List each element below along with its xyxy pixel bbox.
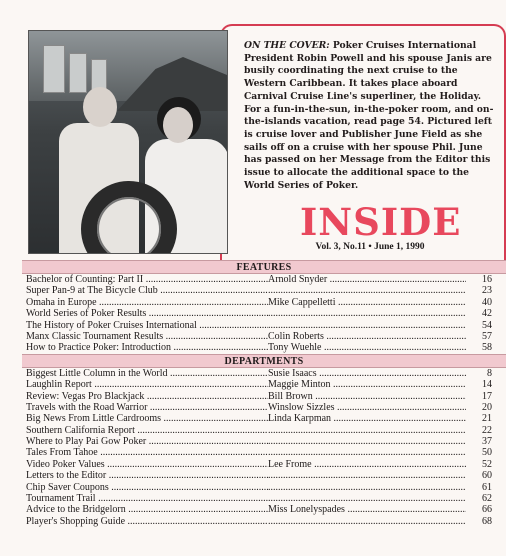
toc-title: Tales From Tahoe ..... bbox=[26, 447, 268, 458]
toc-page: 68 bbox=[466, 516, 492, 527]
toc-page: 50 bbox=[466, 447, 492, 458]
issue-line: Vol. 3, No.11 • June 1, 1990 bbox=[315, 242, 425, 252]
toc-author: Bill Brown ..... bbox=[268, 391, 490, 402]
toc-row bbox=[22, 436, 506, 447]
toc-author bbox=[268, 493, 490, 504]
toc-page: 40 bbox=[466, 297, 492, 308]
toc-title: Review: Vegas Pro Blackjack ..... bbox=[26, 391, 268, 402]
toc-author: Mike Cappelletti ..... bbox=[268, 297, 490, 308]
cover-photo bbox=[28, 30, 228, 254]
toc-row bbox=[22, 320, 506, 331]
toc-title: How to Practice Poker: Introduction ..... bbox=[26, 342, 268, 353]
photo-building bbox=[69, 53, 87, 93]
toc-author bbox=[268, 447, 490, 458]
toc-row bbox=[22, 308, 506, 319]
toc-row bbox=[22, 402, 506, 413]
toc-row bbox=[22, 331, 506, 342]
cover-caption bbox=[244, 40, 500, 192]
toc-row bbox=[22, 447, 506, 458]
photo-woman-head bbox=[163, 107, 193, 143]
toc-row bbox=[22, 504, 506, 515]
toc-page: 57 bbox=[466, 331, 492, 342]
toc-title: Travels with the Road Warrior ..... bbox=[26, 402, 268, 413]
features-list bbox=[22, 274, 506, 354]
toc-author bbox=[268, 436, 490, 447]
toc-row bbox=[22, 285, 506, 296]
toc-author: Linda Karpman ..... bbox=[268, 413, 490, 424]
table-of-contents bbox=[22, 260, 506, 527]
toc-page: 8 bbox=[466, 368, 492, 379]
toc-title: Where to Play Pai Gow Poker ..... bbox=[26, 436, 268, 447]
toc-page: 22 bbox=[466, 425, 492, 436]
toc-author: Maggie Minton ..... bbox=[268, 379, 490, 390]
departments-heading: DEPARTMENTS bbox=[22, 354, 506, 368]
toc-row bbox=[22, 482, 506, 493]
toc-author bbox=[268, 516, 490, 527]
toc-title: Super Pan-9 at The Bicycle Club ..... bbox=[26, 285, 268, 296]
toc-page: 60 bbox=[466, 470, 492, 481]
toc-page: 37 bbox=[466, 436, 492, 447]
photo-man-head bbox=[83, 87, 117, 127]
toc-author bbox=[268, 482, 490, 493]
toc-author: Colin Roberts ..... bbox=[268, 331, 490, 342]
toc-title: Chip Saver Coupons ..... bbox=[26, 482, 268, 493]
toc-row bbox=[22, 459, 506, 470]
toc-title: The History of Poker Cruises International ..... bbox=[26, 320, 268, 331]
toc-author: Tony Wuehle ..... bbox=[268, 342, 490, 353]
toc-title: Laughlin Report ..... bbox=[26, 379, 268, 390]
toc-page: 42 bbox=[466, 308, 492, 319]
toc-row bbox=[22, 413, 506, 424]
toc-title: Bachelor of Counting: Part II ..... bbox=[26, 274, 268, 285]
toc-author: Susie Isaacs ..... bbox=[268, 368, 490, 379]
toc-page: 20 bbox=[466, 402, 492, 413]
toc-title: Letters to the Editor ..... bbox=[26, 470, 268, 481]
toc-page: 58 bbox=[466, 342, 492, 353]
toc-row bbox=[22, 379, 506, 390]
toc-page: 14 bbox=[466, 379, 492, 390]
toc-author: Arnold Snyder ..... bbox=[268, 274, 490, 285]
toc-row bbox=[22, 297, 506, 308]
toc-title: Biggest Little Column in the World ..... bbox=[26, 368, 268, 379]
toc-author bbox=[268, 320, 490, 331]
toc-row bbox=[22, 342, 506, 353]
toc-page: 23 bbox=[466, 285, 492, 296]
toc-title: World Series of Poker Results ..... bbox=[26, 308, 268, 319]
toc-title: Omaha in Europe ..... bbox=[26, 297, 268, 308]
toc-row bbox=[22, 274, 506, 285]
toc-author bbox=[268, 308, 490, 319]
inside-title: INSIDE bbox=[300, 200, 462, 244]
toc-author bbox=[268, 285, 490, 296]
toc-row bbox=[22, 470, 506, 481]
toc-row bbox=[22, 391, 506, 402]
toc-author: Miss Lonelyspades ..... bbox=[268, 504, 490, 515]
toc-title: Manx Classic Tournament Results ..... bbox=[26, 331, 268, 342]
toc-page: 66 bbox=[466, 504, 492, 515]
cover-caption-lead: ON THE COVER: bbox=[244, 40, 330, 51]
toc-title: Player's Shopping Guide ..... bbox=[26, 516, 268, 527]
toc-title: Southern California Report ..... bbox=[26, 425, 268, 436]
toc-title: Advice to the Bridgelorn ..... bbox=[26, 504, 268, 515]
toc-row bbox=[22, 425, 506, 436]
toc-row bbox=[22, 368, 506, 379]
toc-title: Video Poker Values ..... bbox=[26, 459, 268, 470]
photo-building bbox=[43, 45, 65, 93]
toc-author bbox=[268, 470, 490, 481]
toc-page: 52 bbox=[466, 459, 492, 470]
departments-list bbox=[22, 368, 506, 527]
toc-row bbox=[22, 493, 506, 504]
toc-page: 21 bbox=[466, 413, 492, 424]
toc-page: 54 bbox=[466, 320, 492, 331]
toc-author: Winslow Sizzles ..... bbox=[268, 402, 490, 413]
toc-title: Tournament Trail ..... bbox=[26, 493, 268, 504]
toc-row bbox=[22, 516, 506, 527]
toc-author: Lee Frome ..... bbox=[268, 459, 490, 470]
toc-page: 62 bbox=[466, 493, 492, 504]
toc-page: 17 bbox=[466, 391, 492, 402]
features-heading: FEATURES bbox=[22, 260, 506, 274]
cover-caption-body: Poker Cruises International President Robin Powell and his spouse Janis are busily coordinating the next cruise to the Western Caribbean. It takes place aboard Carnival Cruise Line's superliner, the Holiday. For a fun-in-the-sun, in-the-poker room, and on-the-islands vacation, read page 54. Pictured left is cruise lover and Publisher June Field as she sails off on a cruise with her spouse Phil. June has passed on her Message from the Editor this issue to allocate the additional space to the World Series of Poker. bbox=[244, 40, 494, 191]
toc-page: 61 bbox=[466, 482, 492, 493]
toc-author bbox=[268, 425, 490, 436]
toc-page: 16 bbox=[466, 274, 492, 285]
toc-title: Big News From Little Cardrooms ..... bbox=[26, 413, 268, 424]
